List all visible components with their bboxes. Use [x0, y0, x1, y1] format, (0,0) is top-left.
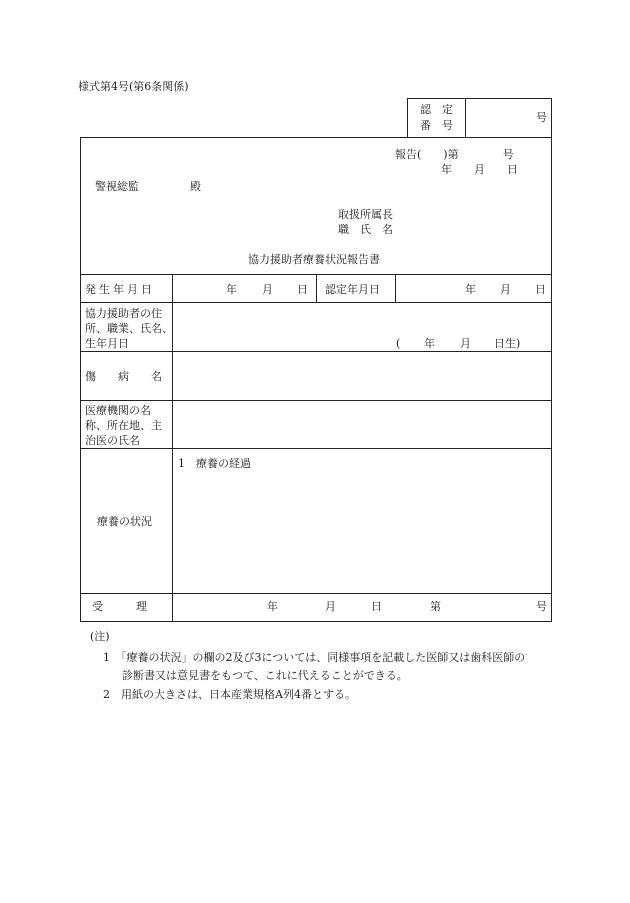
treatment-item-1: 1 療養の経過 — [178, 457, 251, 470]
occurrence-year: 年 — [226, 283, 237, 296]
receipt-number-suffix: 号 — [536, 600, 547, 613]
occurrence-date-label: 発生年月日 — [85, 283, 155, 296]
notes-heading: (注) — [90, 630, 110, 643]
report-number-line: 報告( )第 号 — [395, 148, 514, 161]
birth-open: ( — [396, 337, 401, 350]
receipt-day: 日 — [371, 600, 382, 613]
note-1-continued: 診断書又は意見書をもつて、これに代えることができる。 — [122, 669, 408, 682]
medical-label-1: 医療機関の名 — [85, 404, 151, 417]
occurrence-day: 日 — [297, 283, 308, 296]
receipt-label: 受 理 — [92, 600, 147, 613]
helper-label-2: 所、職業、氏名、 — [85, 322, 173, 335]
medical-label-3: 治医の氏名 — [85, 434, 140, 447]
occurrence-month: 月 — [262, 283, 273, 296]
cert-number-label-bottom: 番 号 — [420, 119, 453, 132]
birth-day: 日生) — [494, 337, 521, 350]
cert-year: 年 — [465, 283, 476, 296]
birth-month: 月 — [460, 337, 471, 350]
cert-month: 月 — [500, 283, 511, 296]
helper-label-1: 協力援助者の住 — [85, 307, 162, 320]
receipt-number-prefix: 第 — [430, 600, 441, 613]
treatment-label: 療養の状況 — [97, 515, 152, 528]
birth-year: 年 — [424, 337, 435, 350]
honorific: 殿 — [190, 180, 201, 193]
receipt-year: 年 — [267, 600, 278, 613]
cert-day: 日 — [535, 283, 546, 296]
report-date-line: 年 月 日 — [441, 163, 518, 176]
note-2: 2 用紙の大きさは、日本産業規格A列4番とする。 — [103, 688, 356, 701]
cert-number-suffix: 号 — [536, 111, 547, 124]
document-title: 協力援助者療養状況報告書 — [248, 253, 380, 266]
form-title: 様式第4号(第6条関係) — [78, 80, 189, 93]
addressee: 警視総監 — [95, 180, 139, 193]
official-name-label: 職 氏 名 — [338, 223, 393, 236]
cert-date-label: 認定年月日 — [325, 283, 380, 296]
cert-number-label-top: 認 定 — [420, 103, 453, 116]
receipt-month: 月 — [325, 600, 336, 613]
medical-label-2: 称、所在地、主 — [85, 419, 162, 432]
note-1: 1 「療養の状況」の欄の2及び3については、同様事項を記載した医師又は歯科医師の — [103, 651, 526, 664]
injury-label: 傷 病 名 — [85, 370, 162, 383]
office-head-label: 取扱所属長 — [338, 208, 393, 221]
helper-label-3: 生年月日 — [85, 337, 129, 350]
